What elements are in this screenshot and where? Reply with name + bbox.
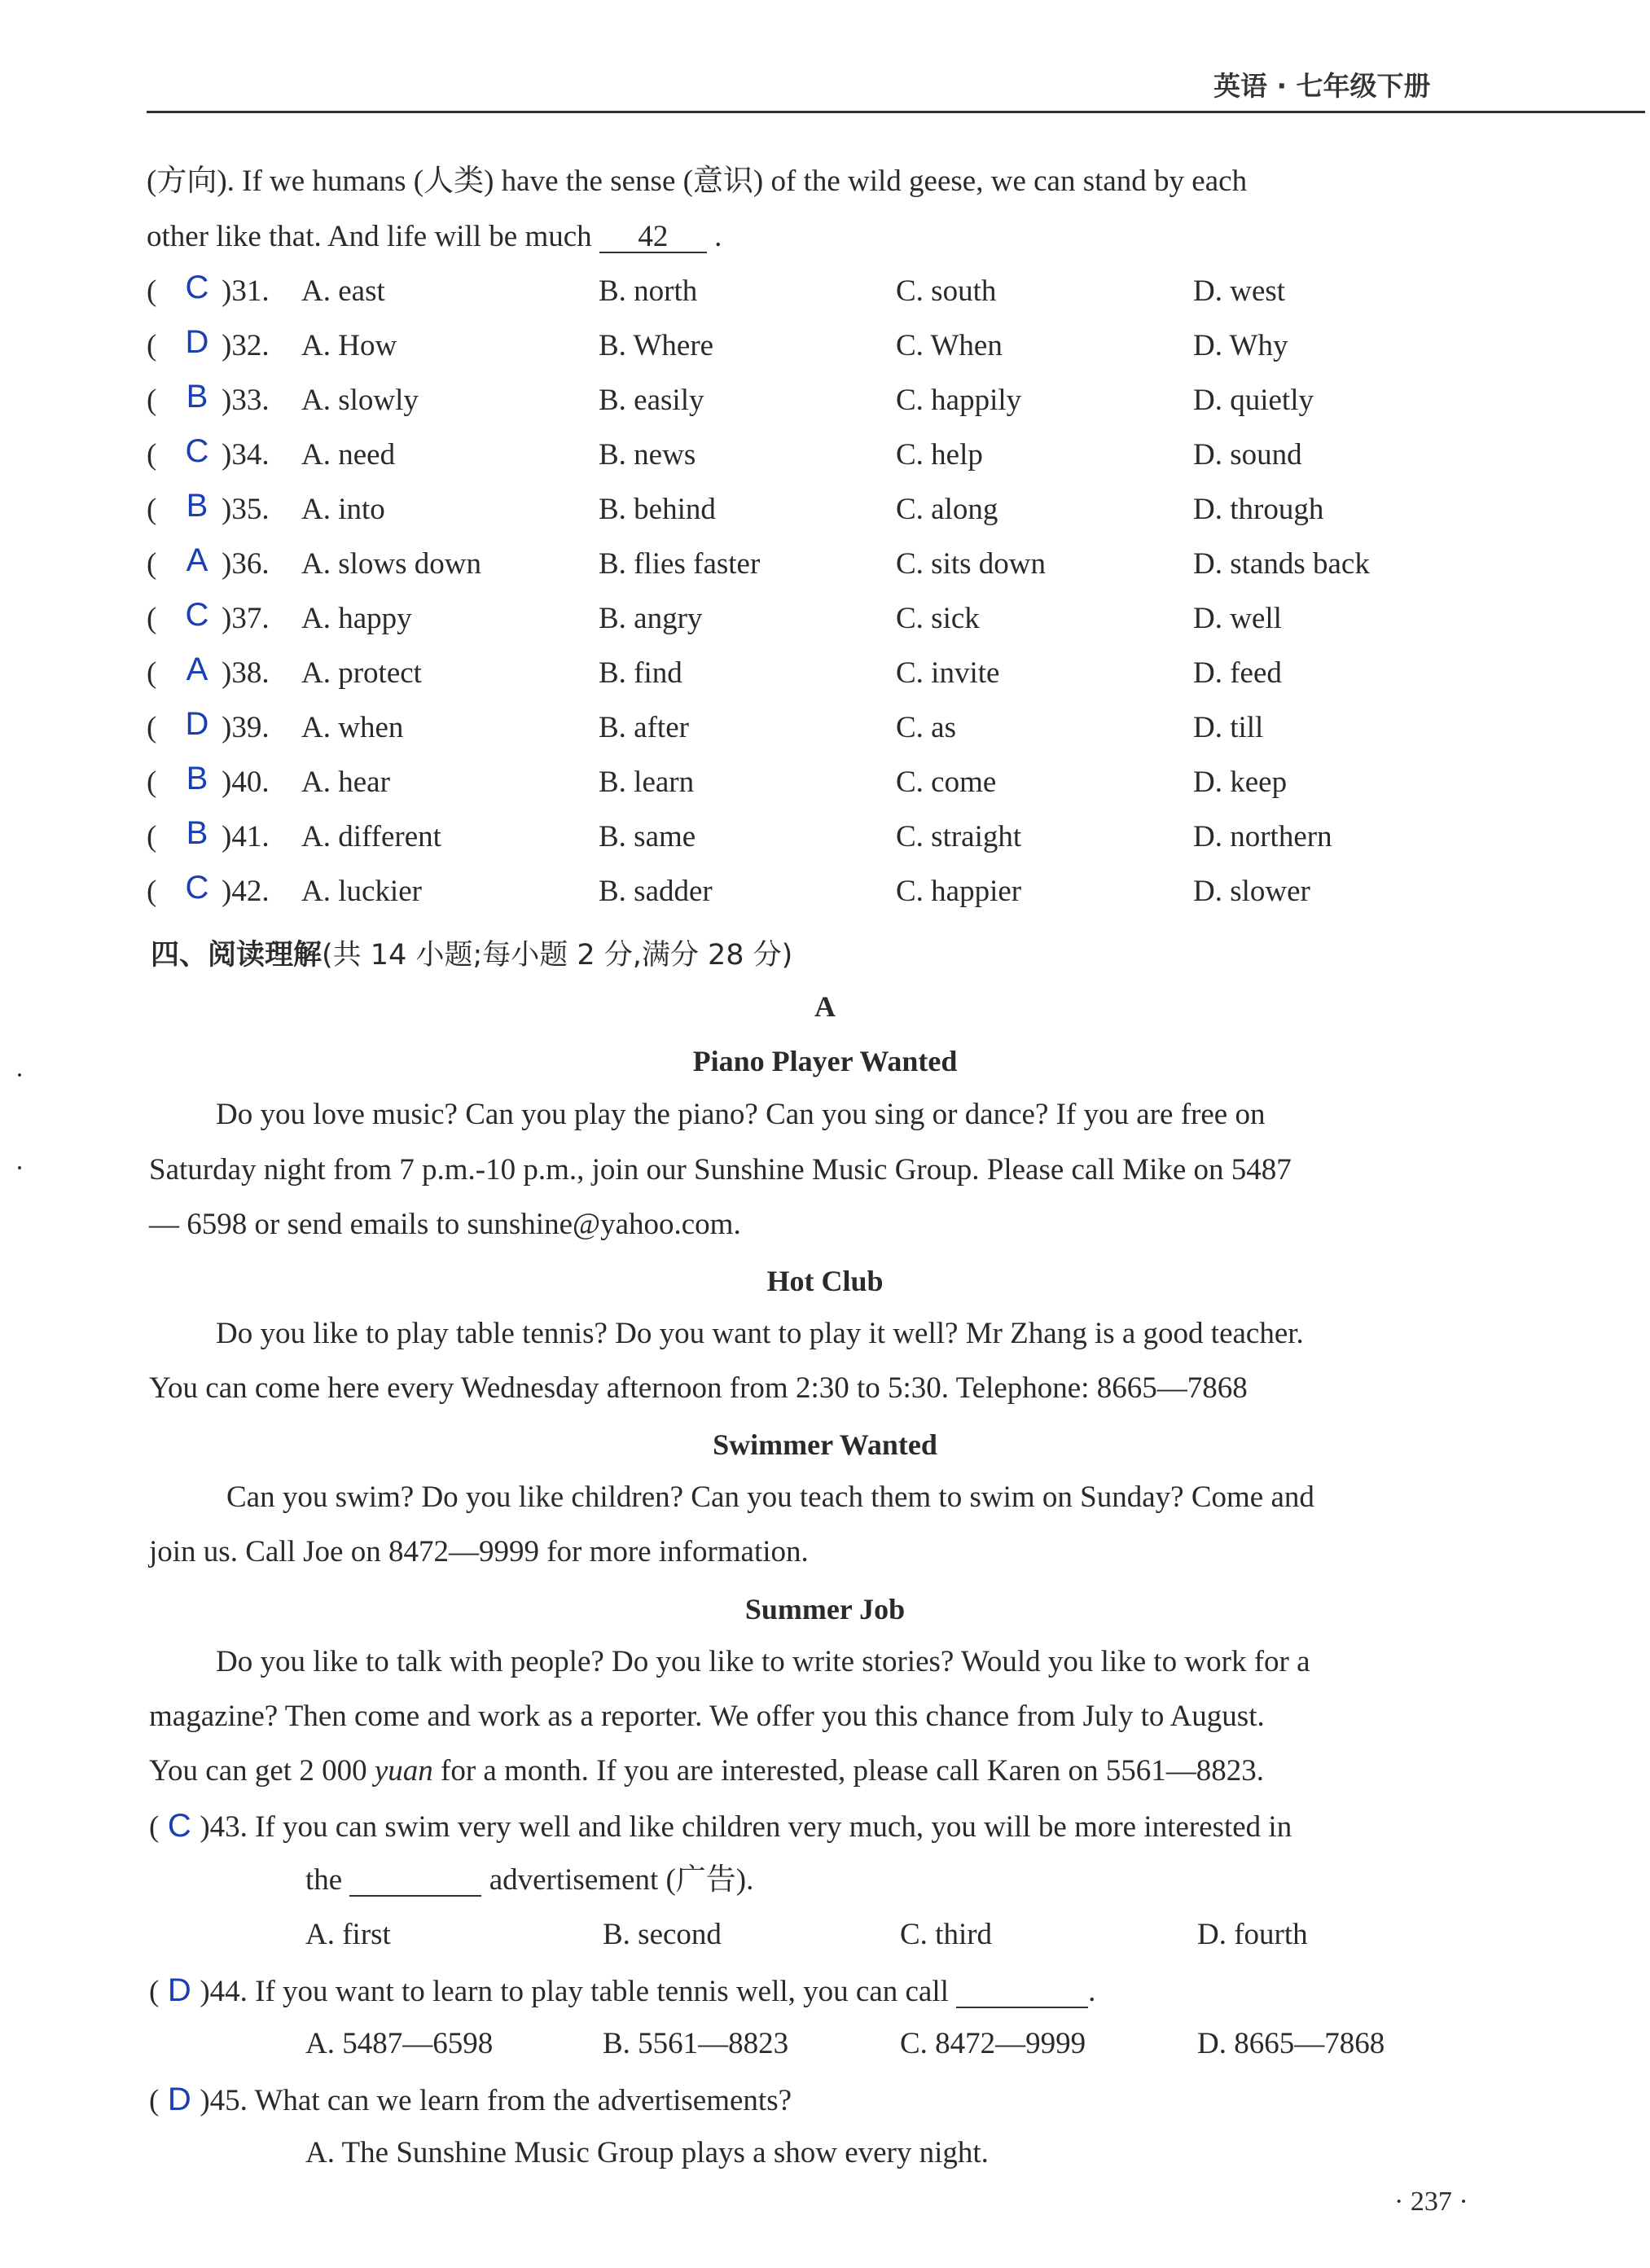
section-label: 四、阅读理解	[151, 939, 323, 972]
answer-letter: B	[186, 379, 208, 415]
option-b: B. Where	[599, 329, 714, 362]
header-rule	[147, 111, 1645, 113]
option-a: A. How	[301, 329, 397, 362]
cloze-row	[147, 379, 1531, 423]
ad-club-line-2: You can come here every Wednesday afternoon from 2:30 to 5:30. Telephone: 8665—7868	[149, 1371, 1248, 1405]
option-c: C. as	[896, 711, 956, 744]
open-paren: (	[147, 766, 157, 799]
option-a: A. hear	[301, 766, 390, 799]
ad-job-line-1: Do you like to talk with people? Do you like to write stories? Would you like to work for a	[216, 1645, 1310, 1678]
option-c: C. come	[896, 766, 997, 799]
question-44: ( D )44. If you want to learn to play table tennis well, you can call .	[149, 1972, 1096, 2008]
open-paren: (	[147, 547, 157, 581]
q45-stem: )45. What can we learn from the advertisements?	[200, 2084, 792, 2117]
option-c: C. along	[896, 493, 998, 526]
answer-letter: D	[185, 706, 209, 742]
option-b: B. after	[599, 711, 689, 744]
q43-option-b: B. second	[603, 1918, 722, 1951]
question-number: )39.	[222, 711, 270, 744]
q43-stem-2-post: advertisement (广告).	[481, 1863, 754, 1897]
q44-stem: )44. If you want to learn to play table tennis well, you can call	[200, 1975, 957, 2008]
q44-option-c: C. 8472—9999	[900, 2027, 1086, 2060]
cloze-row	[147, 270, 1531, 314]
q43-stem-2-pre: the	[305, 1863, 350, 1897]
margin-mark	[18, 1166, 21, 1169]
ad-title-piano: Piano Player Wanted	[692, 1045, 958, 1077]
cloze-row	[147, 488, 1531, 532]
option-d: D. through	[1193, 493, 1324, 526]
open-paren: (	[147, 820, 157, 853]
section-info: (共 14 小题;每小题 2 分,满分 28 分)	[322, 939, 793, 972]
page-header-title: 英语 · 七年级下册	[1213, 70, 1431, 102]
ad-title-summer-job: Summer Job	[744, 1593, 906, 1625]
answer-letter: D	[185, 324, 209, 360]
open-paren: (	[147, 711, 157, 744]
section-title	[151, 932, 792, 973]
open-paren: (	[147, 875, 157, 908]
cloze-row	[147, 706, 1531, 750]
answer-letter: B	[186, 488, 208, 524]
passage-line-2	[147, 222, 722, 253]
q44-option-a: A. 5487—6598	[305, 2027, 494, 2060]
question-43-line-2	[305, 1865, 753, 1897]
option-a: A. luckier	[301, 875, 422, 908]
q44-option-d: D. 8665—7868	[1197, 2027, 1385, 2060]
ad-piano-line-2: Saturday night from 7 p.m.-10 p.m., join our Sunshine Music Group. Please call Mike on 5487	[149, 1153, 1292, 1187]
option-d: D. northern	[1193, 820, 1332, 853]
question-number: )34.	[222, 438, 270, 472]
ad-job-line-3	[149, 1756, 1264, 1786]
option-b: B. same	[599, 820, 696, 853]
question-number: )36.	[222, 547, 270, 581]
ad-title-hot-club: Hot Club	[766, 1265, 884, 1297]
ad-job-line-2: magazine? Then come and work as a reporter. We offer you this chance from July to August.	[149, 1700, 1265, 1733]
ad-swimmer-line-1: Can you swim? Do you like children? Can you teach them to swim on Sunday? Come and	[226, 1481, 1314, 1514]
option-a: A. happy	[301, 602, 412, 635]
q43-option-a: A. first	[305, 1918, 391, 1951]
part-label: A	[814, 990, 836, 1023]
option-c: C. invite	[896, 656, 1000, 690]
q43-option-d: D. fourth	[1197, 1918, 1308, 1951]
option-a: A. need	[301, 438, 396, 472]
ad-job-yuan: yuan	[374, 1754, 433, 1788]
ad-title-swimmer: Swimmer Wanted	[713, 1428, 937, 1461]
open-paren: (	[147, 274, 157, 308]
option-c: C. sits down	[896, 547, 1047, 581]
open-paren: (	[147, 438, 157, 472]
cloze-row	[147, 433, 1531, 477]
q44-option-b: B. 5561—8823	[603, 2027, 789, 2060]
option-d: D. keep	[1193, 766, 1288, 799]
option-d: D. slower	[1193, 875, 1310, 908]
option-b: B. behind	[599, 493, 716, 526]
option-a: A. into	[301, 493, 385, 526]
ad-piano-line-1: Do you love music? Can you play the piano? Can you sing or dance? If you are free on	[216, 1098, 1266, 1131]
answer-45: D	[167, 2082, 191, 2117]
question-number: )32.	[222, 329, 270, 362]
question-number: )35.	[222, 493, 270, 526]
ad-piano-line-3: — 6598 or send emails to sunshine@yahoo.com.	[149, 1208, 741, 1241]
page-number: · 237 ·	[1394, 2187, 1468, 2217]
open-paren: (	[147, 329, 157, 362]
question-number: )41.	[222, 820, 270, 853]
option-a: A. different	[301, 820, 441, 853]
cloze-row	[147, 597, 1531, 641]
option-a: A. protect	[301, 656, 422, 690]
option-d: D. till	[1193, 711, 1264, 744]
answer-43: C	[167, 1808, 191, 1844]
answer-letter: B	[186, 761, 208, 796]
open-paren: (	[147, 602, 157, 635]
question-number: )40.	[222, 766, 270, 799]
answer-44: D	[167, 1972, 191, 2008]
option-d: D. feed	[1193, 656, 1282, 690]
option-c: C. sick	[896, 602, 980, 635]
q43-blank	[349, 1865, 481, 1897]
option-b: B. news	[599, 438, 696, 472]
option-b: B. angry	[599, 602, 703, 635]
option-b: B. sadder	[599, 875, 713, 908]
cloze-row	[147, 651, 1531, 695]
option-d: D. sound	[1193, 438, 1302, 472]
answer-letter: C	[185, 870, 209, 906]
open-paren: (	[147, 493, 157, 526]
q44-blank	[956, 1976, 1088, 2008]
q45-option-a: A. The Sunshine Music Group plays a show every night.	[305, 2136, 989, 2169]
blank-42: 42	[599, 222, 707, 253]
question-number: )42.	[222, 875, 270, 908]
passage-line-2-end: .	[706, 220, 722, 253]
ad-club-line-1: Do you like to play table tennis? Do you want to play it well? Mr Zhang is a good teacher.	[216, 1317, 1304, 1350]
option-c: C. happily	[896, 384, 1022, 417]
passage-line-1: (方向). If we humans (人类) have the sense (意识) of the wild geese, we can stand by each	[147, 165, 1248, 198]
question-45: ( D )45. What can we learn from the advertisements?	[149, 2082, 792, 2117]
option-c: C. happier	[896, 875, 1022, 908]
answer-letter: A	[186, 651, 208, 687]
cloze-row	[147, 870, 1531, 914]
cloze-row	[147, 324, 1531, 368]
question-43: ( C )43. If you can swim very well and like children very much, you will be more interested in	[149, 1808, 1292, 1844]
option-c: C. south	[896, 274, 997, 308]
question-number: )31.	[222, 274, 270, 308]
q43-option-c: C. third	[900, 1918, 993, 1951]
q43-stem-1: )43. If you can swim very well and like children very much, you will be more interested in	[200, 1810, 1292, 1844]
cloze-row	[147, 815, 1531, 859]
open-paren: (	[147, 656, 157, 690]
option-a: A. slowly	[301, 384, 419, 417]
ad-job-line-3-b: for a month. If you are interested, please call Karen on 5561—8823.	[432, 1754, 1265, 1788]
option-a: A. slows down	[301, 547, 481, 581]
option-c: C. straight	[896, 820, 1022, 853]
option-b: B. easily	[599, 384, 704, 417]
option-c: C. help	[896, 438, 983, 472]
option-d: D. well	[1193, 602, 1282, 635]
option-b: B. north	[599, 274, 698, 308]
answer-letter: B	[186, 815, 208, 851]
option-a: A. when	[301, 711, 404, 744]
option-d: D. Why	[1193, 329, 1288, 362]
option-b: B. flies faster	[599, 547, 761, 581]
option-a: A. east	[301, 274, 385, 308]
ad-job-line-3-a: You can get 2 000	[149, 1754, 375, 1788]
ad-swimmer-line-2: join us. Call Joe on 8472—9999 for more information.	[149, 1535, 809, 1568]
answer-letter: C	[185, 597, 209, 633]
passage-line-2-text: other like that. And life will be much	[147, 220, 599, 253]
option-b: B. learn	[599, 766, 695, 799]
open-paren: (	[147, 384, 157, 417]
option-b: B. find	[599, 656, 682, 690]
answer-letter: A	[186, 542, 208, 578]
margin-mark	[18, 1073, 21, 1077]
option-d: D. quietly	[1193, 384, 1314, 417]
cloze-row	[147, 542, 1531, 586]
q44-stem-end: .	[1088, 1975, 1096, 2008]
question-number: )38.	[222, 656, 270, 690]
cloze-row	[147, 761, 1531, 805]
option-c: C. When	[896, 329, 1003, 362]
option-d: D. west	[1193, 274, 1286, 308]
question-number: )33.	[222, 384, 270, 417]
answer-letter: C	[185, 270, 209, 305]
option-d: D. stands back	[1193, 547, 1370, 581]
question-number: )37.	[222, 602, 270, 635]
answer-letter: C	[185, 433, 209, 469]
